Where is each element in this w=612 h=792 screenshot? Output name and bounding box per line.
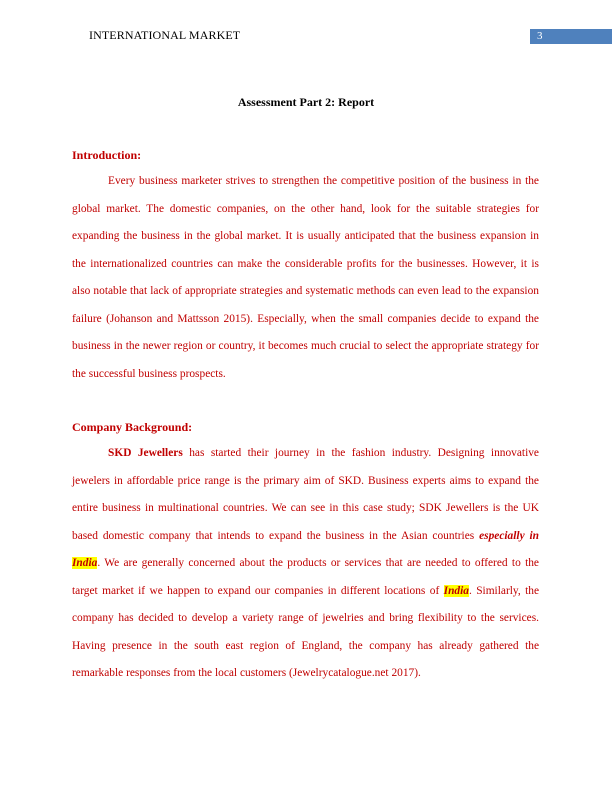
emphasis-text: especially in xyxy=(479,529,540,542)
paragraph-text: has started their journey in the fashion industry. Designing innovative jewelers in affordable price range is the primary aim of SKD. Business experts aims to expand the entire business in multinational countries. We can see in this case study; SDK Jewellers is the UK based domestic company that intends to expand the business in the Asian countries xyxy=(72,447,539,542)
highlighted-country: India xyxy=(443,584,469,597)
document-title: Assessment Part 2: Report xyxy=(237,95,375,109)
company-background-heading: Company Background: xyxy=(72,420,193,434)
highlighted-country: India xyxy=(72,557,98,569)
running-head: INTERNATIONAL MARKET xyxy=(89,28,241,42)
company-name: SKD Jewellers xyxy=(108,447,183,459)
paragraph-text: . Similarly, the company has decided to develop a variety range of jewelries and bring flexibility to the services. Having presence in the south east region of England, the company has already gathered the remarkable responses from the local customers (Jewelrycatalogue.net 2017). xyxy=(72,584,540,679)
company-background-paragraph xyxy=(72,440,539,688)
introduction-paragraph: Every business marketer strives to strengthen the competitive position of the business in the global market. The domestic companies, on the other hand, look for the suitable strategies for expanding the business in the global market. It is usually anticipated that the business expansion in the internationalized countries can make the considerable profits for the businesses. However, it is also notable that lack of appropriate strategies and systematic methods can even lead to the expansion failure (Johanson and Mattsson 2015). Especially, when the small companies decide to expand the business in the newer region or country, it becomes much crucial to select the appropriate strategy for the successful business prospects. xyxy=(72,175,539,380)
introduction-heading: Introduction: xyxy=(72,148,142,162)
paragraph-text: . We are generally concerned about the products or services that are needed to offered to the target market if we happen to expand our companies in different locations of xyxy=(72,557,539,597)
page-number-badge: 3 xyxy=(530,29,612,44)
